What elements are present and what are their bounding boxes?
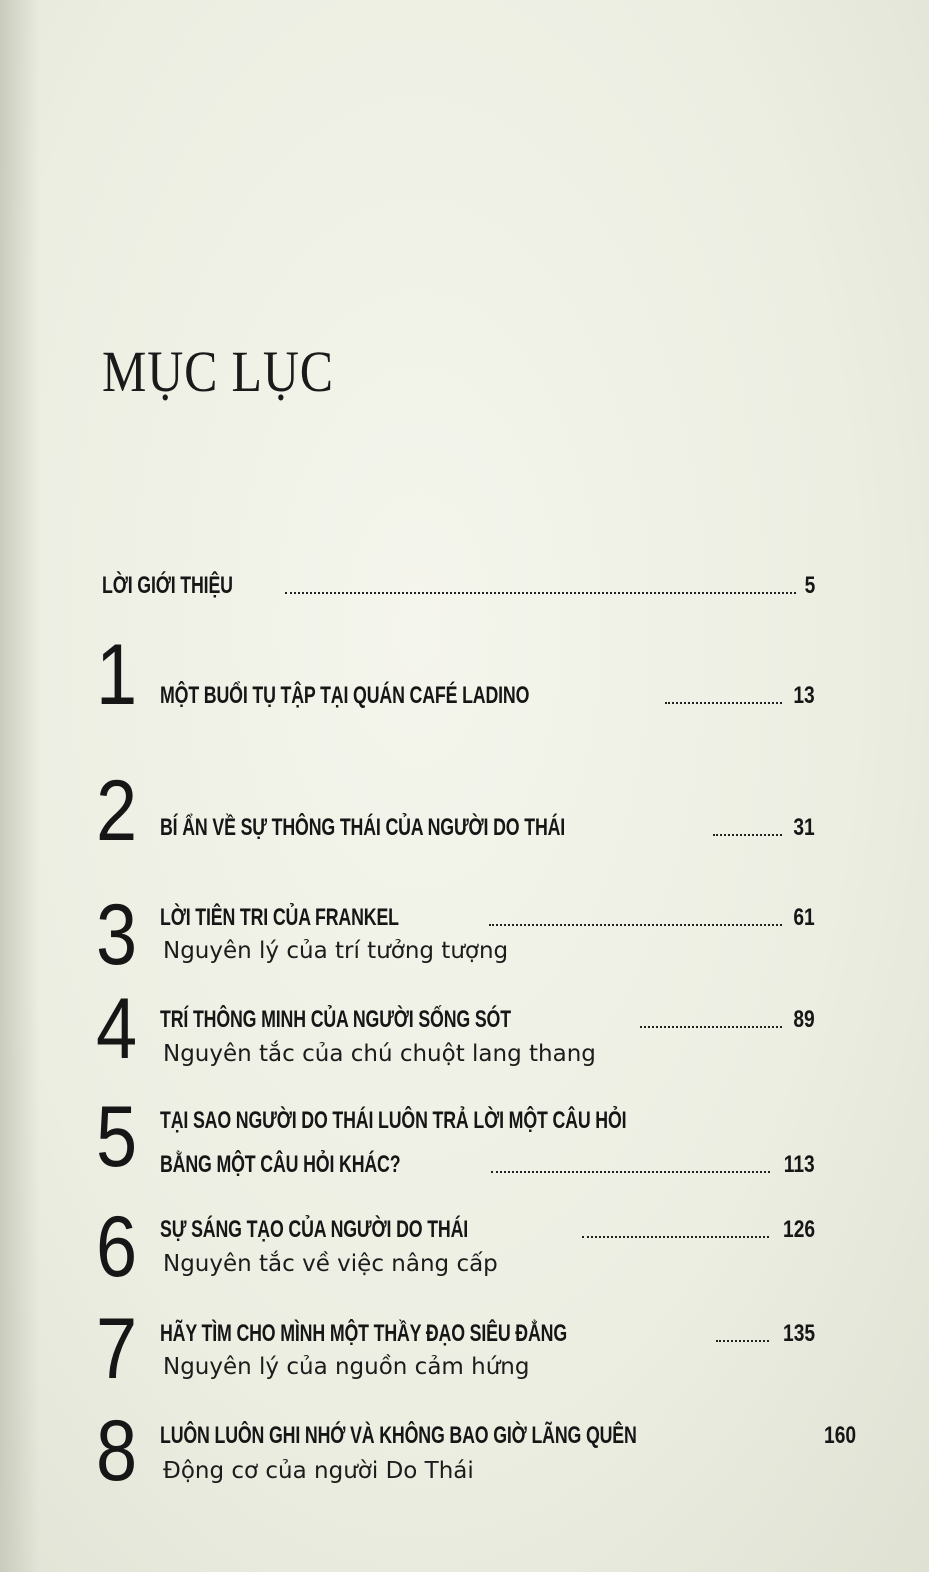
chapter-title: TRÍ THÔNG MINH CỦA NGƯỜI SỐNG SÓT: [160, 1006, 511, 1033]
leader-dots: [582, 1236, 769, 1238]
chapter-title: BÍ ẨN VỀ SỰ THÔNG THÁI CỦA NGƯỜI DO THÁI: [160, 814, 566, 841]
chapter-title: LỜI TIÊN TRI CỦA FRANKEL: [160, 904, 399, 931]
chapter-subtitle: Nguyên tắc của chú chuột lang thang: [163, 1041, 596, 1067]
page-gutter-shadow: [0, 0, 40, 1572]
page-title: MỤC LỤC: [102, 339, 334, 404]
chapter-page: 89: [793, 1006, 815, 1033]
toc-intro-title: LỜI GIỚI THIỆU: [102, 572, 233, 599]
chapter-number: 1: [96, 627, 138, 723]
chapter-title: SỰ SÁNG TẠO CỦA NGƯỜI DO THÁI: [160, 1216, 469, 1243]
toc-row-chapter-5: [160, 1149, 815, 1179]
chapter-page: 126: [782, 1216, 815, 1243]
toc-intro-row: [102, 570, 815, 600]
chapter-number: 8: [96, 1403, 138, 1499]
toc-row-chapter-2: [160, 812, 815, 842]
chapter-number: 6: [96, 1199, 138, 1295]
chapter-page: 135: [782, 1320, 815, 1347]
chapter-page: 160: [824, 1422, 857, 1449]
toc-intro-page: 5: [804, 572, 815, 599]
chapter-page: 61: [793, 904, 815, 931]
chapter-number: 2: [96, 763, 138, 859]
toc-row-chapter-3: [160, 902, 815, 932]
chapter-number: 4: [96, 981, 138, 1077]
chapter-number: 7: [96, 1301, 138, 1397]
leader-dots: [491, 1171, 770, 1173]
toc-row-chapter-8: [160, 1420, 857, 1450]
chapter-page: 13: [793, 682, 815, 709]
leader-dots: [713, 834, 782, 836]
chapter-page: 113: [784, 1151, 815, 1178]
chapter-number: 5: [96, 1089, 138, 1185]
chapter-page: 31: [793, 814, 815, 841]
chapter-subtitle: Động cơ của người Do Thái: [163, 1458, 474, 1484]
leader-dots: [665, 702, 782, 704]
chapter-subtitle: Nguyên lý của trí tưởng tượng: [163, 938, 509, 964]
chapter-title: MỘT BUỔI TỤ TẬP TẠI QUÁN CAFÉ LADINO: [160, 682, 530, 709]
chapter-subtitle: Nguyên tắc về việc nâng cấp: [163, 1251, 498, 1277]
leader-dots: [285, 592, 796, 594]
chapter-title: BẰNG MỘT CÂU HỎI KHÁC?: [160, 1151, 401, 1178]
chapter-title: HÃY TÌM CHO MÌNH MỘT THẦY ĐẠO SIÊU ĐẲNG: [160, 1320, 567, 1347]
chapter-title: LUÔN LUÔN GHI NHỚ VÀ KHÔNG BAO GIỜ LÃNG QUÊN: [160, 1422, 637, 1449]
leader-dots: [640, 1026, 782, 1028]
leader-dots: [716, 1340, 769, 1342]
toc-row-chapter-6: [160, 1214, 815, 1244]
toc-row-chapter-7: [160, 1318, 815, 1348]
chapter-title-line1: TẠI SAO NGƯỜI DO THÁI LUÔN TRẢ LỜI MỘT CÂU HỎI: [160, 1107, 627, 1134]
toc-row-chapter-5-line1: [160, 1105, 815, 1135]
toc-row-chapter-1: [160, 680, 815, 710]
chapter-subtitle: Nguyên lý của nguồn cảm hứng: [163, 1354, 530, 1380]
toc-row-chapter-4: [160, 1004, 815, 1034]
chapter-number: 3: [96, 887, 138, 983]
leader-dots: [489, 924, 783, 926]
